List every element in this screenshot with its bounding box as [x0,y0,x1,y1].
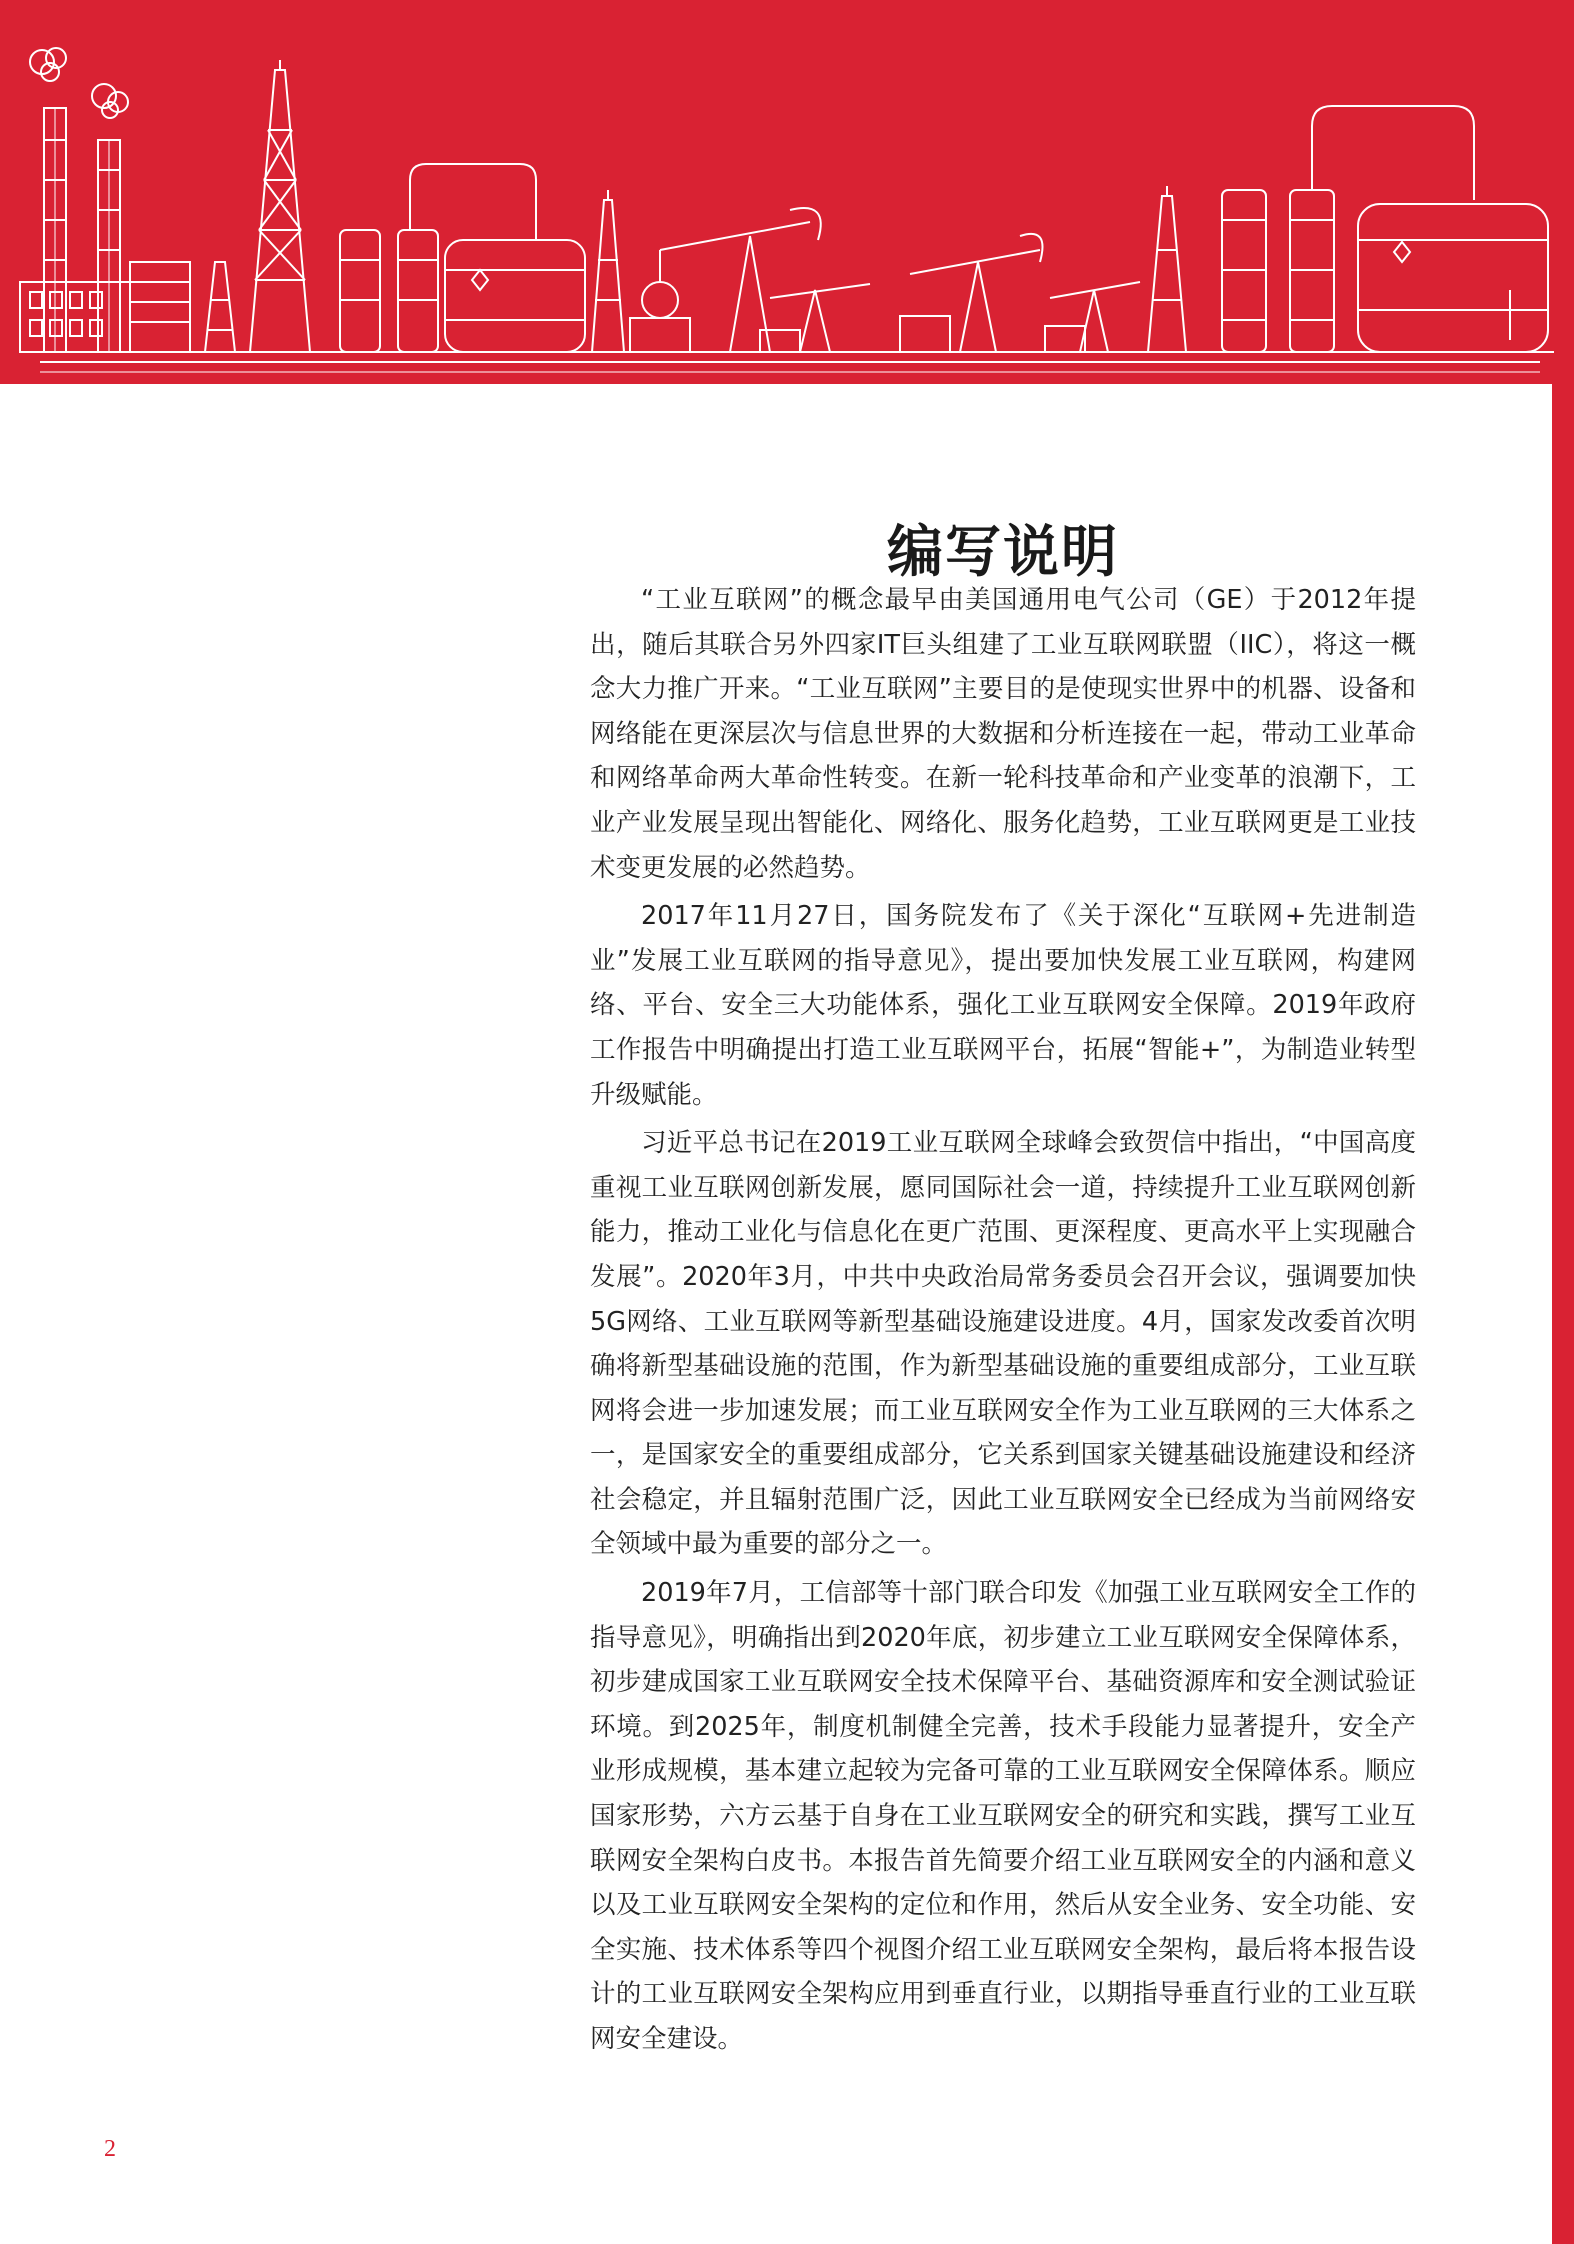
industrial-skyline-illustration [0,0,1574,384]
paragraph-2: 2017年11月27日，国务院发布了《关于深化“互联网+先进制造业”发展工业互联网的指导意见》，提出要加快发展工业互联网，构建网络、平台、安全三大功能体系，强化工业互联网安全保障。2019年政府工作报告中明确提出打造工业互联网平台，拓展“智能+”，为制造业转型升级赋能。 [590,901,1416,1110]
paragraph-4: 2019年7月，工信部等十部门联合印发《加强工业互联网安全工作的指导意见》，明确指出到2020年底，初步建立工业互联网安全保障体系，初步建成国家工业互联网安全技术保障平台、基础资源库和安全测试验证环境。到2025年，制度机制健全完善，技术手段能力显著提升，安全产业形成规模，基本建立起较为完备可靠的工业互联网安全保障体系。顺应国家形势，六方云基于自身在工业互联网安全的研究和实践，撰写工业互联网安全架构白皮书。本报告首先简要介绍工业互联网安全的内涵和意义以及工业互联网安全架构的定位和作用，然后从安全业务、安全功能、安全实施、技术体系等四个视图介绍工业互联网安全架构，最后将本报告设计的工业互联网安全架构应用到垂直行业，以期指导垂直行业的工业互联网安全建设。 [590,1578,1416,2054]
page-number: 2 [104,2136,116,2162]
body-content [590,578,1416,2066]
right-accent-bar [1552,384,1574,2244]
paragraph-3: 习近平总书记在2019工业互联网全球峰会致贺信中指出，“中国高度重视工业互联网创新发展，愿同国际社会一道，持续提升工业互联网创新能力，推动工业化与信息化在更广范围、更深程度、更高水平上实现融合发展”。2020年3月，中共中央政治局常务委员会召开会议，强调要加快5G网络、工业互联网等新型基础设施建设进度。4月，国家发改委首次明确将新型基础设施的范围，作为新型基础设施的重要组成部分，工业互联网将会进一步加速发展；而工业互联网安全作为工业互联网的三大体系之一，是国家安全的重要组成部分，它关系到国家关键基础设施建设和经济社会稳定，并且辐射范围广泛，因此工业互联网安全已经成为当前网络安全领域中最为重要的部分之一。 [590,1128,1416,1560]
paragraph-1: “工业互联网”的概念最早由美国通用电气公司（GE）于2012年提出，随后其联合另外四家IT巨头组建了工业互联网联盟（IIC），将这一概念大力推广开来。“工业互联网”主要目的是使现实世界中的机器、设备和网络能在更深层次与信息世界的大数据和分析连接在一起，带动工业革命和网络革命两大革命性转变。在新一轮科技革命和产业变革的浪潮下，工业产业发展呈现出智能化、网络化、服务化趋势，工业互联网更是工业技术变更发展的必然趋势。 [590,585,1416,883]
page-title: 编写说明 [887,518,1119,585]
header-banner [0,0,1574,384]
